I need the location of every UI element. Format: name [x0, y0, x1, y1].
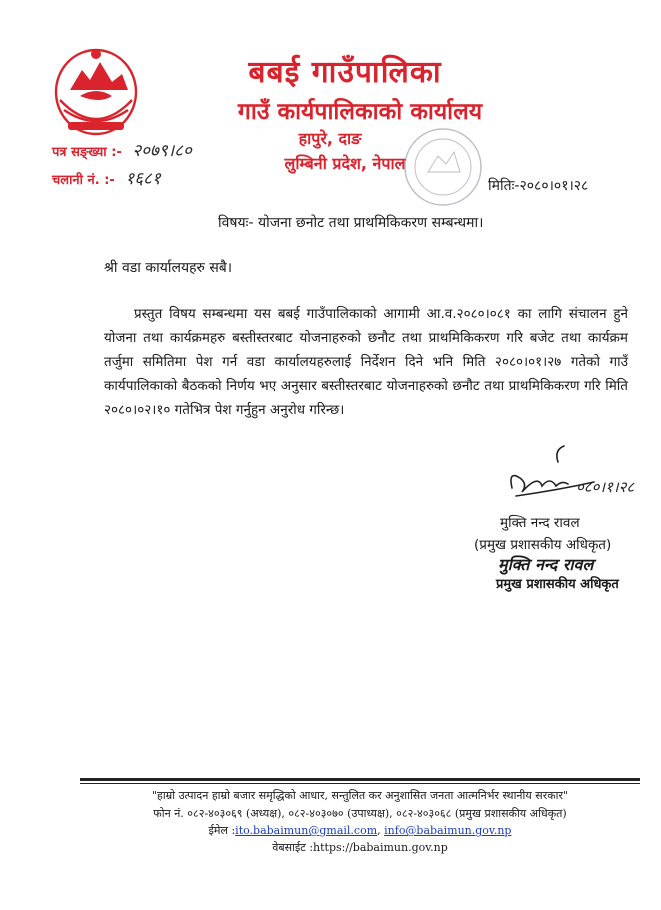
letter-number-value: २०७९।८० [132, 141, 192, 161]
footer-email-link-2[interactable]: info@babaimun.gov.np [384, 824, 512, 837]
office-name: गाउँ कार्यपालिकाको कार्यालय [237, 99, 483, 125]
letter-addressee: श्री वडा कार्यालयहरु सबै। [104, 260, 233, 276]
signer-title: (प्रमुख प्रशासकीय अधिकृत) [474, 537, 612, 553]
letter-number-row [52, 138, 192, 161]
footer-email-separator: , [377, 824, 385, 837]
footer-email-link-1[interactable]: ito.babaimun@gmail.com [235, 824, 378, 837]
dispatch-number-value: १६८१ [125, 169, 161, 189]
municipality-name: बबई गाउँपालिका [248, 55, 442, 90]
footer-phone: फोन नं. ०८२-४०३०६९ (अध्यक्ष), ०८२-४०३०७० (उपाध्यक्ष), ०८२-४०३०६८ (प्रमुख प्रशासकीय अधिकृत) [153, 807, 567, 820]
footer-website-label: वेबसाईट : [272, 841, 314, 854]
dispatch-number-label: चलानी नं. :- [52, 173, 115, 188]
letter-date: मितिः-२०८०।०१।२८ [488, 178, 589, 194]
footer-website[interactable]: https://babaimun.gov.np [313, 841, 448, 854]
office-province: लुम्बिनी प्रदेश, नेपाल [284, 154, 406, 173]
office-place: हापुरे, दाङ [298, 129, 362, 148]
office-stamp-icon [398, 122, 488, 212]
footer-slogan: "हाम्रो उत्पादन हाम्रो बजार समृद्धिको आधार, सन्तुलित कर अनुशासित जनता आत्मनिर्भर स्थानीय सरकार" [151, 789, 569, 802]
footer-email-row [80, 823, 640, 838]
dispatch-number-row [52, 166, 161, 189]
footer-divider-thin [80, 783, 640, 784]
signer-stamp-title: प्रमुख प्रशासकीय अधिकृत [496, 577, 619, 592]
footer-divider [80, 778, 640, 781]
nepal-emblem-icon [50, 40, 142, 140]
letter-number-label: पत्र सङ्ख्या :- [52, 145, 122, 160]
letter-subject: विषयः- योजना छनोट तथा प्राथमिकिकरण सम्बन्धमा। [218, 215, 484, 231]
signature-date: ०८०।१।२८ [576, 478, 635, 496]
handwritten-signature-icon [498, 440, 648, 510]
signer-name: मुक्ति नन्द रावल [500, 515, 580, 531]
signer-stamp-name: मुक्ति नन्द रावल [498, 555, 594, 574]
footer-email-label: ईमेल : [208, 824, 236, 837]
letter-body: प्रस्तुत विषय सम्बन्धमा यस बबई गाउँपालिकाको आगामी आ.व.२०८०।०८१ का लागि संचालन हुने योजना तथा कार्यक्रमहरु बस्तीस्तरबाट योजनाहरुको छनौट तथा प्राथमिकिकरण गरि बजेट तथा कार्यक्रम तर्जुमा समितिमा पेश गर्न वडा कार्यालयहरुलाई निर्देशन दिने भनि मिति २०८०।०१।२७ गतेको गाउँ कार्यपालिकाको बैठकको निर्णय भए अनुसार बस्तीस्तरबाट योजनाहरुको छनौट तथा प्राथमिकिकरण गरि मिति २०८०।०२।१० गतेभित्र पेश गर्नुहुन अनुरोध गरिन्छ। [104, 306, 628, 418]
footer-website-row [80, 840, 640, 855]
